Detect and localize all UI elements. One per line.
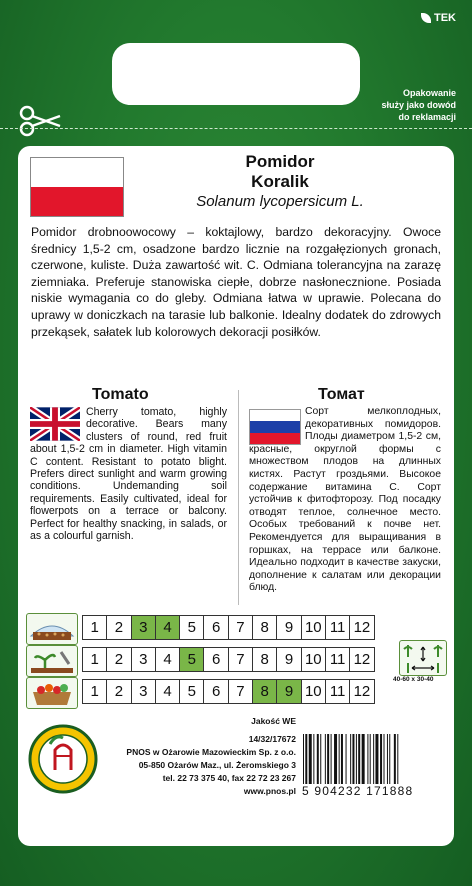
month-cell: 7 (228, 679, 253, 704)
month-cell: 2 (106, 615, 131, 640)
month-cell: 12 (349, 647, 374, 672)
month-cell: 3 (131, 679, 156, 704)
month-cell: 7 (228, 647, 253, 672)
month-cell: 10 (301, 647, 326, 672)
complaint-note-line: Opakowanie (402, 88, 456, 98)
plant-spacing-icon (399, 640, 447, 676)
month-cell: 9 (276, 615, 301, 640)
polish-flag-icon (30, 157, 124, 217)
month-cell: 2 (106, 647, 131, 672)
calendar-row-planting (83, 647, 375, 672)
cut-line (0, 128, 472, 129)
month-cell: 8 (252, 679, 277, 704)
month-cell: 3 (131, 615, 156, 640)
registration-code: 14/32/17672 (248, 734, 296, 744)
complaint-note-line: służy jako dowód (381, 100, 456, 110)
month-cell: 5 (179, 679, 204, 704)
product-title (130, 152, 430, 212)
month-cell: 11 (325, 679, 350, 704)
month-cell: 11 (325, 615, 350, 640)
month-cell: 7 (228, 615, 253, 640)
harvest-basket-icon (26, 677, 78, 709)
month-cell: 9 (276, 679, 301, 704)
product-name: Pomidor (245, 152, 315, 171)
month-cell: 5 (179, 647, 204, 672)
pnos-logo-icon (28, 724, 98, 794)
month-cell: 4 (155, 647, 180, 672)
spacing-label: 40-60 x 30-40 (393, 676, 434, 683)
month-cell: 6 (203, 615, 228, 640)
barcode-number: 5 904232 171888 (302, 784, 414, 798)
calendar-row-sowing (83, 615, 375, 640)
column-divider (238, 390, 239, 605)
calendar-row-harvest (83, 679, 375, 704)
company-name: PNOS w Ożarowie Mazowieckim Sp. z o.o. (126, 747, 296, 757)
month-cell: 11 (325, 647, 350, 672)
month-cell: 3 (131, 647, 156, 672)
leaf-icon (421, 13, 431, 23)
description-russian-text: Сорт мелкоплодных, декоративных помидоров. Плоды диаметром 1,5-2 см, красные, округлой формы с множеством плодов на длинных кистях. Растут гроздьями. Высокое содержание витамина С. Сорт устойчив к фитофторозу. Под посадку отводят теплое, солнечное место. Особых требований к почве нет. Рекомендуется для выращивания в горшках, на террасе или балконе. Идеально подходит в качестве закуски, дополнение к салатам или декорации блюд. (249, 406, 441, 594)
month-cell: 9 (276, 647, 301, 672)
hanging-tab (112, 43, 360, 105)
month-cell: 12 (349, 679, 374, 704)
month-cell: 1 (82, 647, 107, 672)
english-title: Tomato (92, 386, 149, 403)
latin-name: Solanum lycopersicum L. (196, 193, 364, 210)
description-polish: Pomidor drobnoowocowy – koktajlowy, bardzo dekoracyjny. Owoce średnicy 1,5-2 cm, osadzone bardzo licznie na rozgałęzionych gronach, czerwone, kuliste. Duża zawartość wit. C. Odmiana tolerancyjna na zarazę ziemniaka. Preferuje stanowiska ciepłe, dobrze nasłonecznione. Posiada niskie wymagania co do gleby. Odmiana łatwa w uprawie. Polecana do uprawy w doniczkach na tarasie lub balkonie. Idealny dodatek do zdrowych przekąsek, sałatek lub kolorowych dekoracji posiłków. (31, 225, 441, 339)
seed-tray-icon (26, 613, 78, 645)
variety-name: Koralik (251, 172, 309, 191)
complaint-note-line: do reklamacji (398, 112, 456, 122)
brand-mark (421, 12, 456, 24)
month-cell: 12 (349, 615, 374, 640)
month-cell: 10 (301, 679, 326, 704)
description-russian (249, 406, 441, 595)
month-cell: 4 (155, 679, 180, 704)
month-cell: 8 (252, 615, 277, 640)
company-phone: tel. 22 73 375 40, fax 22 72 23 267 (162, 773, 296, 783)
seedling-trowel-icon (26, 645, 78, 677)
month-cell: 1 (82, 679, 107, 704)
quality-label: Jakość WE (251, 716, 296, 726)
month-cell: 6 (203, 679, 228, 704)
russian-title: Томат (318, 386, 365, 403)
month-cell: 10 (301, 615, 326, 640)
brand-mark-text: TEK (434, 12, 456, 24)
complaint-note (346, 87, 456, 123)
description-english (30, 406, 227, 542)
month-cell: 5 (179, 615, 204, 640)
month-cell: 8 (252, 647, 277, 672)
company-address: 05-850 Ożarów Maz., ul. Żeromskiego 3 (138, 760, 296, 770)
month-cell: 2 (106, 679, 131, 704)
month-cell: 4 (155, 615, 180, 640)
scissors-icon (18, 104, 62, 138)
month-cell: 1 (82, 615, 107, 640)
month-cell: 6 (203, 647, 228, 672)
company-website: www.pnos.pl (243, 786, 296, 796)
description-english-text: Cherry tomato, highly decorative. Bears many clusters of round, red fruit about 1,5-2 cm in diameter. High vitamin C content. Resistant to potato blight. Prefers direct sunlight and warm growing conditions. Undemanding soil requirements. Easily cultivated, ideal for flowerpots on a terrace or balcony. Perfect for healthy snacking, in salads, or as a colourful garnish. (30, 406, 227, 543)
